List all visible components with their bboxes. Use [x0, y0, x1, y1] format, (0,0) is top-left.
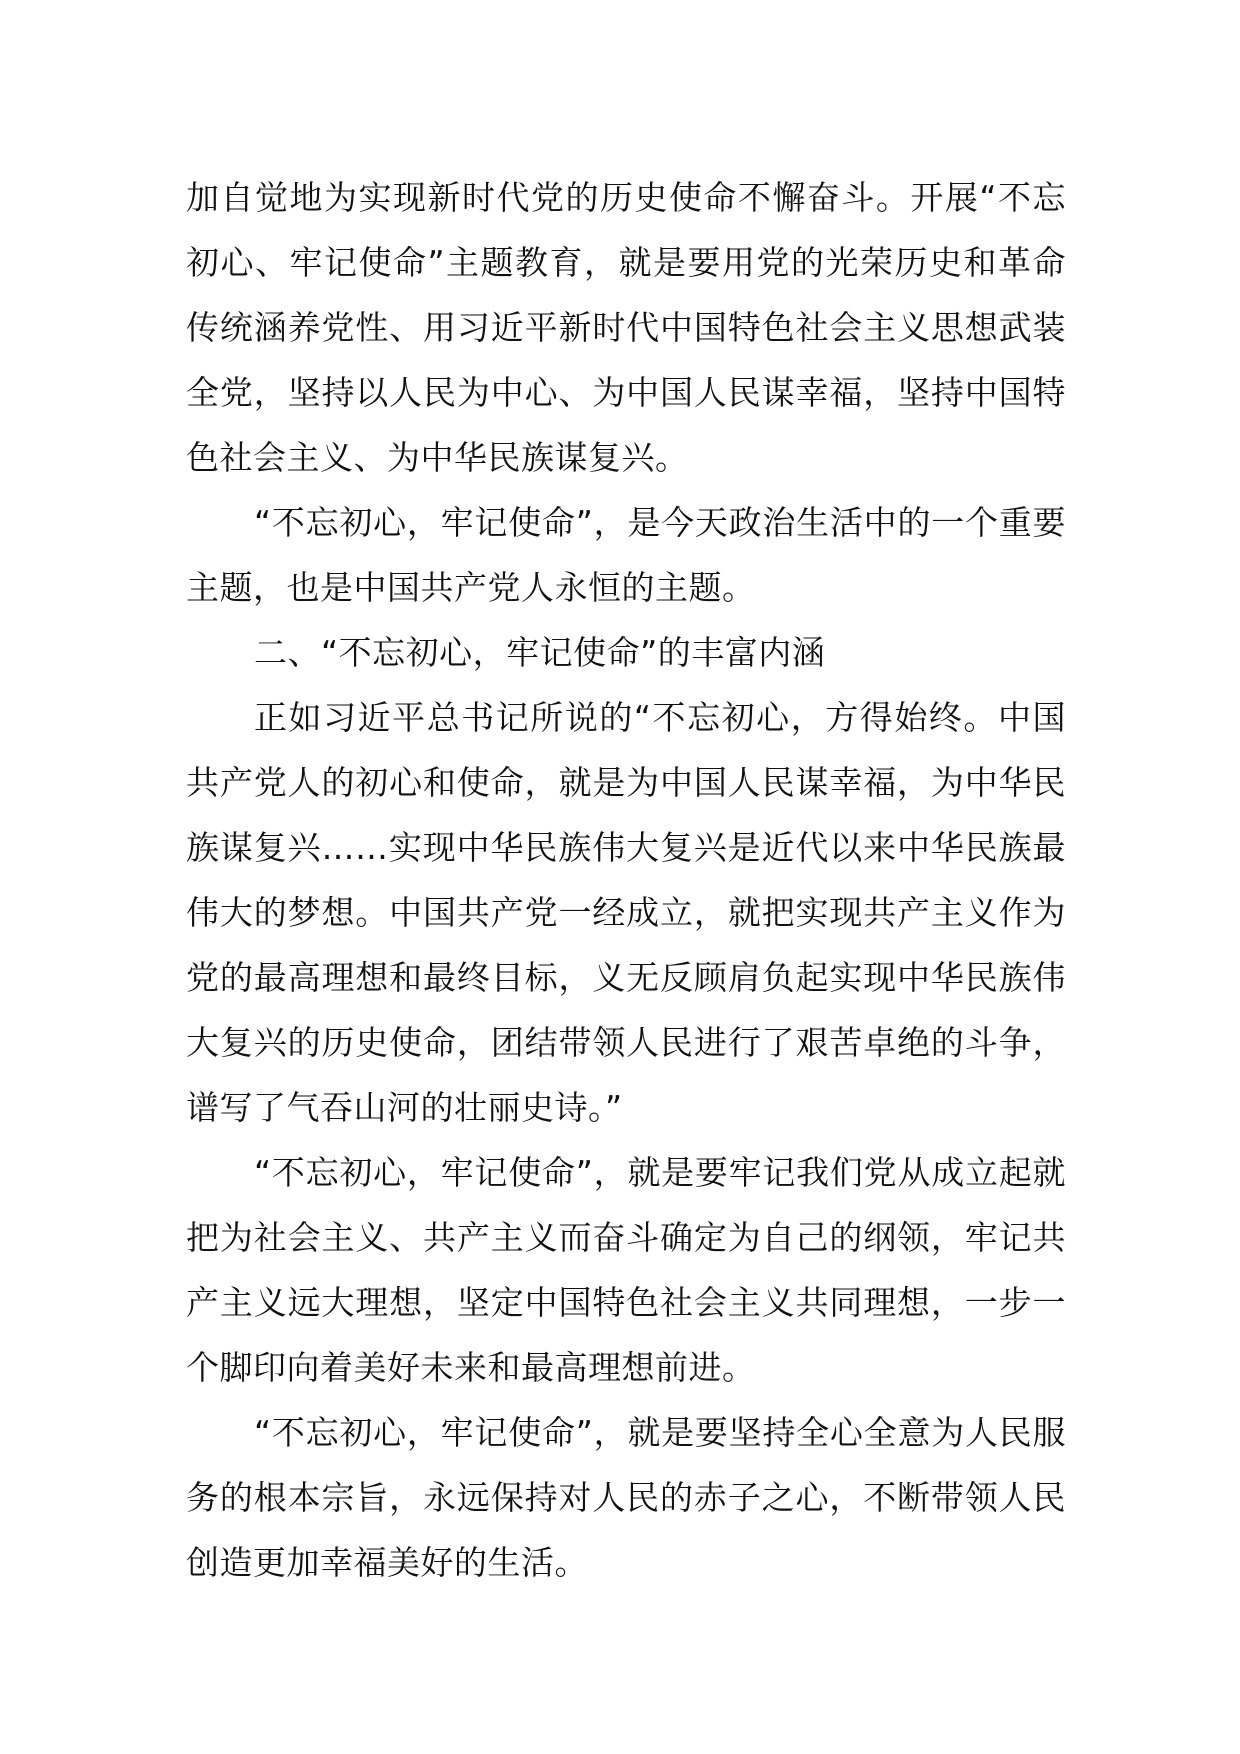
paragraph-quote: 正如习近平总书记所说的“不忘初心，方得始终。中国共产党人的初心和使命，就是为中国人民谋幸福，为中华民族谋复兴……实现中华民族伟大复兴是近代以来中华民族最伟大的梦想。中国共产党一经成立，就把实现共产主义作为党的最高理想和最终目标，义无反顾肩负起实现中华民族伟大复兴的历史使命，团结带领人民进行了艰苦卓绝的斗争，谱写了气吞山河的壮丽史诗。” [186, 698, 1066, 1127]
document-page [186, 165, 1066, 1595]
paragraph-theme-statement: “不忘初心，牢记使命”，是今天政治生活中的一个重要主题，也是中国共产党人永恒的主题。 [186, 503, 1066, 607]
paragraph-continuation: 加自觉地为实现新时代党的历史使命不懈奋斗。开展“不忘初心、牢记使命”主题教育，就是要用党的光荣历史和革命传统涵养党性、用习近平新时代中国特色社会主义思想武装全党，坚持以人民为中心、为中国人民谋幸福，坚持中国特色社会主义、为中华民族谋复兴。 [186, 178, 1066, 477]
paragraph-ideal: “不忘初心，牢记使命”，就是要牢记我们党从成立起就把为社会主义、共产主义而奋斗确定为自己的纲领，牢记共产主义远大理想，坚定中国特色社会主义共同理想，一步一个脚印向着美好未来和最高理想前进。 [186, 1153, 1066, 1387]
paragraph-people: “不忘初心，牢记使命”，就是要坚持全心全意为人民服务的根本宗旨，永远保持对人民的赤子之心，不断带领人民创造更加幸福美好的生活。 [186, 1413, 1066, 1582]
section-heading: 二、“不忘初心，牢记使命”的丰富内涵 [254, 633, 826, 672]
